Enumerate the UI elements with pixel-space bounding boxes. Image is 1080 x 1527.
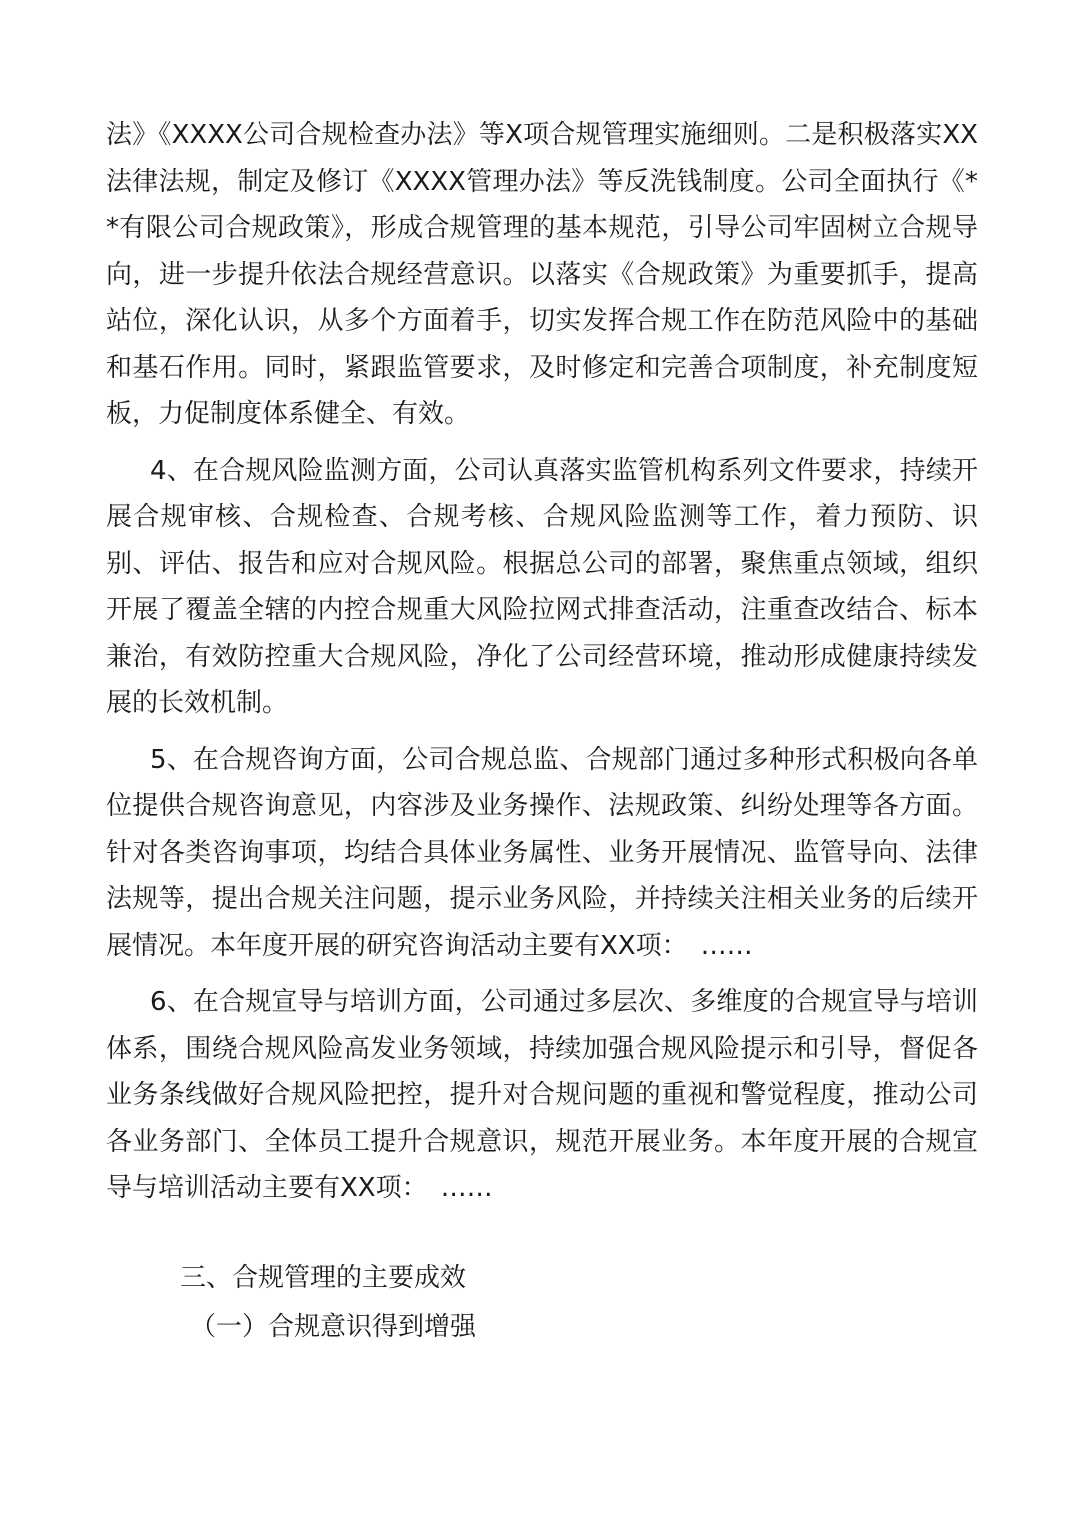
document-body xyxy=(106,112,978,1212)
paragraph-compliance-consulting: 5、在合规咨询方面，公司合规总监、合规部门通过多种形式积极向各单位提供合规咨询意见，内容涉及业务操作、法规政策、纠纷处理等各方面。针对各类咨询事项，均结合具体业务属性、业务开展情况、监管导向、法律法规等，提出合规关注问题，提示业务风险，并持续关注相关业务的后续开展情况。本年度开展的研究咨询活动主要有XX项： …… xyxy=(106,744,978,961)
subsection-heading: （一）合规意识得到增强 xyxy=(190,1312,477,1342)
paragraph-continuation: 法》《XXXX公司合规检查办法》等X项合规管理实施细则。二是积极落实XX法律法规，制定及修订《XXXX管理办法》等反洗钱制度。公司全面执行《**有限公司合规政策》，形成合规管理的基本规范，引导公司牢固树立合规导向，进一步提升依法合规经营意识。以落实《合规政策》为重要抓手，提高站位，深化认识，从多个方面着手，切实发挥合规工作在防范风险中的基础和基石作用。同时，紧跟监管要求，及时修定和完善合项制度，补充制度短板，力促制度体系健全、有效。 xyxy=(106,120,978,429)
section-heading: 三、合规管理的主要成效 xyxy=(180,1263,467,1293)
paragraph-compliance-training: 6、在合规宣导与培训方面，公司通过多层次、多维度的合规宣导与培训体系，围绕合规风险高发业务领域，持续加强合规风险提示和引导，督促各业务条线做好合规风险把控，提升对合规问题的重视和警觉程度，推动公司各业务部门、全体员工提升合规意识，规范开展业务。本年度开展的合规宣导与培训活动主要有XX项： …… xyxy=(106,987,978,1203)
paragraph-risk-monitoring: 4、在合规风险监测方面，公司认真落实监管机构系列文件要求，持续开展合规审核、合规检查、合规考核、合规风险监测等工作，着力预防、识别、评估、报告和应对合规风险。根据总公司的部署，聚焦重点领域，组织开展了覆盖全辖的内控合规重大风险拉网式排查活动，注重查改结合、标本兼治，有效防控重大合规风险，净化了公司经营环境，推动形成健康持续发展的长效机制。 xyxy=(106,455,978,718)
